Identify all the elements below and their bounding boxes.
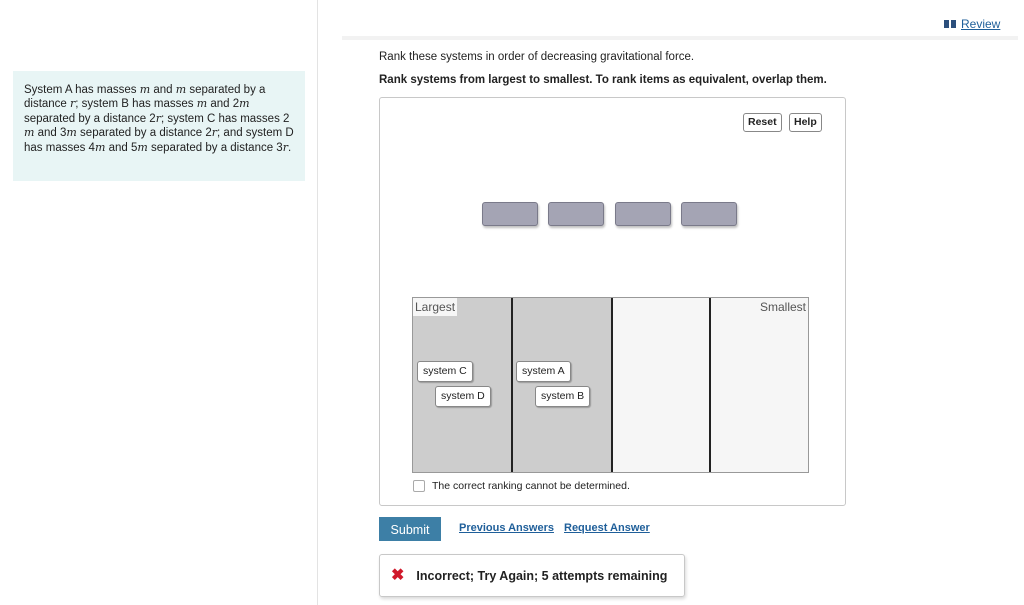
cannot-determine-label: The correct ranking cannot be determined.: [432, 480, 630, 492]
empty-item-slot[interactable]: [681, 202, 737, 226]
feedback-message: [379, 554, 685, 597]
math-variable: r: [70, 97, 76, 111]
empty-item-slot[interactable]: [615, 202, 671, 226]
rank-column-4[interactable]: [711, 298, 808, 472]
math-variable: m: [94, 140, 106, 154]
problem-pane: [0, 0, 318, 605]
empty-item-slot[interactable]: [482, 202, 538, 226]
column-divider: [511, 298, 513, 472]
math-variable: m: [66, 126, 77, 140]
x-icon: ✖: [391, 566, 405, 584]
math-variable: r: [155, 111, 161, 125]
review-link[interactable]: [944, 17, 1000, 31]
previous-answers-link[interactable]: Previous Answers: [459, 522, 554, 534]
math-variable: m: [137, 140, 148, 154]
submit-button[interactable]: Submit: [379, 517, 441, 541]
rank-column-2[interactable]: [513, 298, 612, 472]
smallest-label: Smallest: [759, 300, 806, 314]
math-variable: m: [139, 83, 151, 96]
math-variable: r: [282, 140, 288, 154]
request-answer-link[interactable]: Request Answer: [564, 522, 650, 534]
draggable-item-system-b[interactable]: system B: [535, 386, 590, 407]
largest-label: Largest: [415, 300, 456, 314]
rank-column-1[interactable]: [413, 298, 512, 472]
header-divider: [342, 36, 1018, 40]
column-divider: [611, 298, 613, 472]
math-variable: r: [211, 126, 218, 140]
draggable-item-system-c[interactable]: system C: [417, 361, 473, 382]
feedback-text: Incorrect; Try Again; 5 attempts remaining: [416, 568, 668, 583]
draggable-item-system-d[interactable]: system D: [435, 386, 491, 407]
ranking-area: [412, 297, 809, 473]
draggable-item-system-a[interactable]: system A: [516, 361, 571, 382]
rank-column-3[interactable]: [613, 298, 709, 472]
cannot-determine-option[interactable]: [413, 480, 630, 492]
book-icon: [944, 20, 956, 28]
empty-item-slot[interactable]: [548, 202, 604, 226]
reset-button[interactable]: Reset: [743, 113, 782, 132]
column-divider: [709, 298, 711, 472]
problem-statement: System A has masses m and m separated by a distance r; system B has masses m and 2m separated by a distance 2r; system C has masses 2 m and 3m separated by a distance 2r; and system D has masses 4m and 5m separated by a distance 3r.: [13, 71, 305, 181]
math-variable: m: [24, 126, 35, 140]
math-variable: m: [175, 83, 187, 96]
math-variable: m: [239, 97, 250, 111]
cannot-determine-checkbox[interactable]: [413, 480, 425, 492]
math-variable: m: [196, 97, 208, 111]
instruction-text: Rank systems from largest to smallest. To rank items as equivalent, overlap them.: [379, 74, 827, 86]
review-label: Review: [961, 17, 1001, 31]
question-text: Rank these systems in order of decreasing gravitational force.: [379, 51, 695, 63]
help-button[interactable]: Help: [789, 113, 822, 132]
